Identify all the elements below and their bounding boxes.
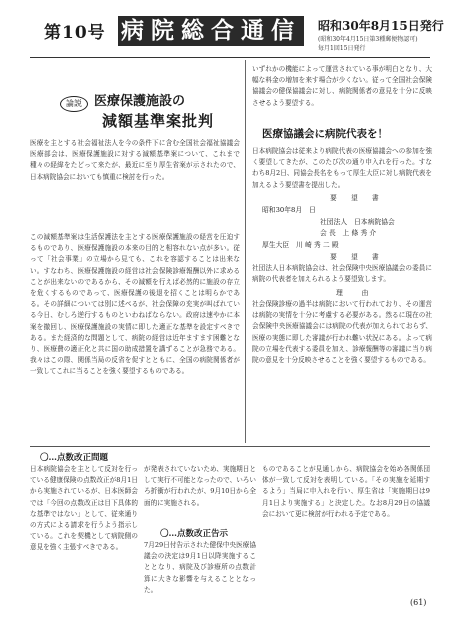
news-body: 日本病院協会を主として反対を行っている健康保険の点数改正が8月1日から実施されているが、日本医師会では「今回の点数改正は目下具体的な基準ではない」として、従来通りの方式による請求を行うよう指示している。これを契機として病院側の意見を強く主張すべきである。 xyxy=(30,465,138,552)
article-title-line1: 医療保護施設の xyxy=(94,94,186,109)
registration-line: 毎月1回15日発行 xyxy=(318,45,366,52)
request-heading: 要 望 書 xyxy=(330,253,385,261)
request-date: 昭和30年8月 日 xyxy=(262,206,316,214)
news-body: 7月29日付告示された健保中央医療協議会の決定は9月1日以降実施することとなり、病院及び診療所の点数計算に大きな影響を与えることとなった。 xyxy=(144,541,256,594)
article-title-line2: 減額基準案批判 xyxy=(102,112,215,130)
registration-note xyxy=(318,35,418,53)
registration-line: (昭和30年4月15日第3種郵便物認可) xyxy=(318,36,418,43)
reason-body: 社会保険診療の過半は病院において行われており、その運営は病院の実情を十分に考慮する必要がある。然るに現在の社会保険中央医療協議会には病院の代表が加えられておらず、医療の実態に即した審議が行われ難い状況にある。よって病院の立場を代表する委員を加え、診療報酬等の審議に当り病院の意見を十分反映させることを強く要望するものである。 xyxy=(252,300,432,365)
article-body: 日本病院協会は従来より病院代表の医療協議会への参加を強く要望してきたが、このたび次の通り申入れを行った。すなわち8月2日、同協会長名をもって厚生大臣に対し病院代表を加えるよう要望書を提出した。 xyxy=(252,147,432,189)
request-body: 社団法人日本病院協会は、社会保険中央医療協議会の委員に病院の代表者を加えられるよう要望致します。 xyxy=(252,264,432,284)
section-divider xyxy=(30,446,430,447)
column-divider xyxy=(245,60,246,443)
news-body: が発表されていないため、実施期日として実行不可能となったので、いろいろ折衝が行われたが、9月10日から全面的に実施される。 xyxy=(144,465,256,507)
article-body: 医療を主とする社会福祉法人を今の条件下に含む全国社会福祉協議会医療部会は、医療保護施設に対する減額基準案について、これまで種々の経緯をたどって来たが、最近に至り厚生省案が示されたので、日本病院協会においても慎重に検討を行った。 xyxy=(30,139,240,181)
page-number: (61) xyxy=(410,598,427,607)
sender-organization: 社団法人 日本病院協会 xyxy=(320,218,395,226)
issue-number: 第10号 xyxy=(44,23,106,43)
news-heading: 〇…点数改正告示 xyxy=(160,529,229,539)
newsletter-title: 病院総合通信 xyxy=(118,16,304,46)
publication-date: 昭和30年8月15日発行 xyxy=(318,19,444,33)
masthead-divider xyxy=(30,57,430,58)
article-title: 医療協議会に病院代表を！ xyxy=(262,128,388,140)
news-body: ものであることが見通しから、病院協会を始め各関係団体が一致して反対を表明している。「その実施を延期するよう」当局に申入れを行い、厚生省は「実施期日は9月1日より実施する」と決定した。なお8月29日の協議会において更に検討が行われる予定である。 xyxy=(262,465,430,518)
article-body: この減額基準案は生活保護法を主とする医療保護施設の経営を圧迫するものであり、医療保護施設の本来の目的と相容れない点が多い。従って「社会事業」の立場から見ても、これを容認することは出来ない。すなわち、医療保護施設の経営は社会保険診療報酬以外に求めることが出来ないのであるから、その減額を行えば必然的に施設の存立を危くするものであって、医療保護の後退を招くことは明らかである。その詳細については別に述べるが、社会保障の充実が叫ばれている今日、むしろ逆行するものといわねばならない。政府は速やかに本案を撤回し、医療保護施設の実情に即した適正な基準を設定すべきである。また経済的な問題として、病院の経営は近年ますます困難となり、医療費の適正化と共に国の助成措置を講ずることが急務である。我々はこの際、関係当局の反省を促すとともに、全国の病院関係者が一致してこれに当ることを強く要望するものである。 xyxy=(30,233,240,376)
reason-heading: 理 由 xyxy=(336,289,375,297)
recipient: 厚生大臣 川 崎 秀 二 殿 xyxy=(262,241,339,249)
sender-name: 会 長 上 條 秀 介 xyxy=(320,229,377,237)
request-heading: 要 望 書 xyxy=(330,194,385,202)
article-continuation: いずれかの機能によって運営されている事が明白となり、大幅な料金の増加を来す場合が少くない。従って全国社会保険協議会の健保協議会に対し、病院関係者の意見を十分に反映させるよう要望する。 xyxy=(252,65,432,107)
news-heading: 〇…点数改正問題 xyxy=(40,453,109,463)
editorial-badge: 論説 xyxy=(60,96,88,112)
